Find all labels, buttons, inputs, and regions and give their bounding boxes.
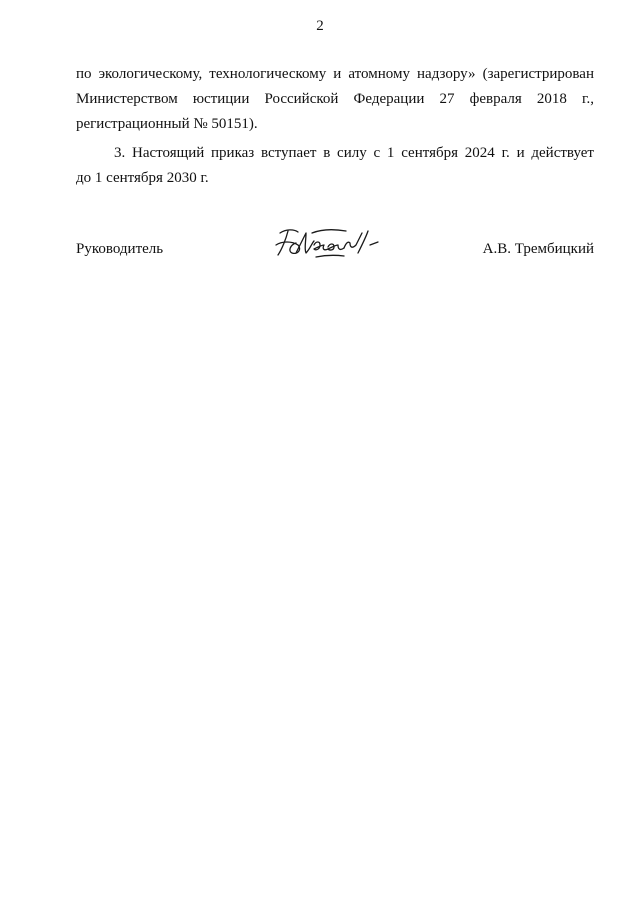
signatory-position: Руководитель [76,241,164,257]
handwritten-signature [272,223,382,269]
paragraph-registration [76,62,594,137]
paragraph-line: регистрационный № 50151). [76,116,258,132]
paragraph-line: Министерством юстиции Российской Федерации 27 февраля 2018 г., [76,91,594,107]
paragraph-effective-date [76,141,594,191]
paragraph-line: 3. Настоящий приказ вступает в силу с 1 сентября 2024 г. и действует [114,145,594,161]
signature-block [76,241,594,271]
page-number: 2 [316,18,324,34]
signatory-name: А.В. Трембицкий [482,241,594,257]
paragraph-line: до 1 сентября 2030 г. [76,170,209,186]
paragraph-line: по экологическому, технологическому и атомному надзору» (зарегистрирован [76,66,594,82]
